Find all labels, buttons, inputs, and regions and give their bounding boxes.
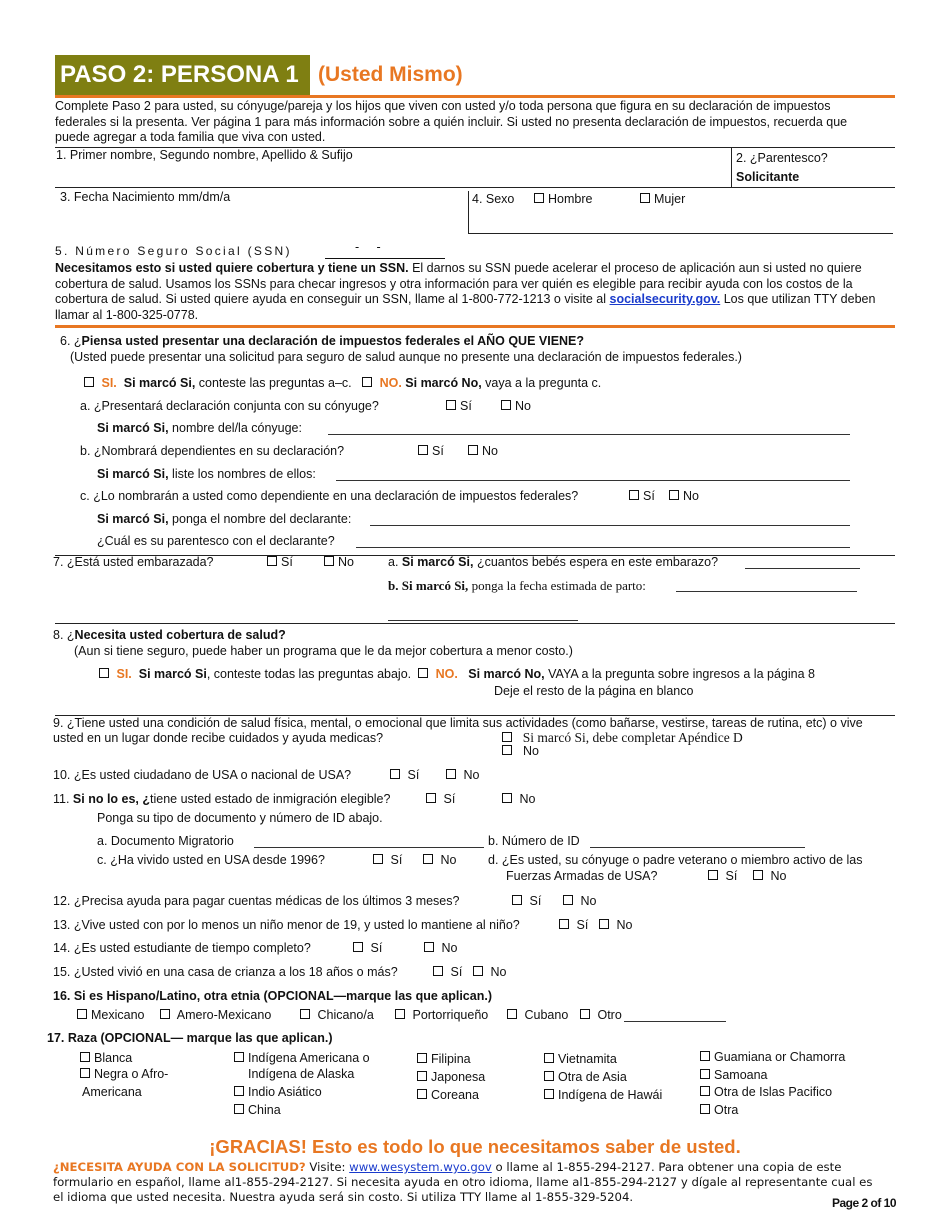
q6b-no-label: No	[482, 444, 498, 458]
q7b-bold: b. Si marcó Si,	[388, 578, 469, 593]
q16-option-label: Portorriqueño	[412, 1008, 489, 1022]
q6b-label: b. ¿Nombrará dependientes en su declaración?	[80, 444, 345, 458]
q15-no-label: No	[490, 965, 507, 979]
checkbox-icon	[502, 732, 512, 742]
checkbox-icon	[234, 1104, 244, 1114]
q6-options	[84, 376, 601, 390]
q14-label: 14. ¿Es usted estudiante de tiempo completo?	[53, 941, 311, 955]
page-subtitle: (Usted Mismo)	[318, 63, 463, 86]
q7b	[388, 578, 646, 594]
q7-no[interactable]	[324, 555, 354, 569]
q9-no[interactable]	[502, 744, 539, 758]
q17-option-label: Americana	[82, 1085, 142, 1099]
q8-no-label: NO.	[435, 667, 458, 681]
checkbox-icon	[544, 1089, 554, 1099]
q17-option-label: China	[248, 1103, 281, 1117]
q6a-label: a. ¿Presentará declaración conjunta con su cónyuge?	[80, 399, 379, 413]
q17-option-negra[interactable]	[80, 1066, 168, 1082]
q6b-yes[interactable]	[418, 444, 444, 458]
checkbox-icon	[160, 1009, 170, 1019]
q17-option-vietnamita[interactable]	[544, 1050, 662, 1068]
q12-yes[interactable]	[512, 894, 541, 908]
checkbox-icon	[501, 400, 511, 410]
q16-option-portorriqueno[interactable]	[395, 1008, 488, 1022]
q6-si-label: SI.	[101, 376, 117, 390]
q4-hombre-label: Hombre	[548, 192, 593, 206]
q16-option-otro[interactable]	[580, 1008, 622, 1022]
q12-label: 12. ¿Precisa ayuda para pagar cuentas médicas de los últimos 3 meses?	[53, 894, 460, 908]
q13-label: 13. ¿Vive usted con por lo menos un niño menor de 19, y usted lo mantiene al niño?	[53, 918, 520, 932]
checkbox-icon	[99, 668, 109, 678]
q8-label: Necesita usted cobertura de salud?	[74, 628, 286, 642]
checkbox-icon	[234, 1086, 244, 1096]
q17-option-guamiana[interactable]	[700, 1049, 845, 1067]
q17-option-samoana[interactable]	[700, 1067, 845, 1085]
q6c-follow2: ¿Cuál es su parentesco con el declarante?	[97, 534, 335, 548]
q17-option-hawai[interactable]	[544, 1086, 662, 1104]
q10-no-label: No	[463, 768, 480, 782]
page-title: PASO 2: PERSONA 1	[55, 55, 310, 95]
q17-option-label: Otra de Islas Pacifico	[714, 1085, 833, 1099]
q6c-label: c. ¿Lo nombrarán a usted como dependiente en una declaración de impuestos federales?	[80, 489, 579, 503]
help-body: o llame al 1-855-294-2127. Para obtener una copia de este formulario en español, llame al1-855-294-2127. Si necesita ayuda en otro idioma, llame al1-855-294-2127 y dígale al representante cual es el idioma que usted necesita. Nuestra ayuda será sin costo. Si utiliza TTY llame al 1-855-329-5204.	[53, 1160, 873, 1204]
q4-mujer-label: Mujer	[654, 192, 686, 206]
q8-si-bold: Si marcó Si	[138, 667, 207, 681]
q13-no-label: No	[616, 918, 633, 932]
checkbox-icon	[629, 490, 639, 500]
checkbox-icon	[267, 556, 277, 566]
q16-options	[77, 1008, 622, 1022]
checkbox-icon	[700, 1069, 710, 1079]
q7a-babies-field[interactable]	[745, 568, 860, 569]
q11-num: 11.	[53, 792, 73, 806]
q17-col5	[700, 1049, 845, 1119]
q8-no-bold: Si marcó No,	[468, 667, 545, 681]
q6a-spouse-field[interactable]	[328, 434, 850, 435]
q17-option-label: Filipina	[431, 1052, 471, 1066]
q11b-label: b. Número de ID	[488, 834, 580, 848]
wesystem-link[interactable]: www.wesystem.wyo.gov	[349, 1160, 492, 1174]
checkbox-icon	[426, 793, 436, 803]
q8-si-text: , conteste todas las preguntas abajo.	[206, 667, 412, 681]
checkbox-icon	[418, 668, 428, 678]
q17-option-label: Negra o Afro-	[94, 1067, 169, 1081]
checkbox-icon	[700, 1086, 710, 1096]
q6-si-option[interactable]	[84, 376, 117, 390]
q8-no-text: VAYA a la pregunta sobre ingresos a la página 8	[544, 667, 815, 681]
checkbox-icon	[80, 1068, 90, 1078]
q5-ssn-field[interactable]	[325, 242, 445, 259]
checkbox-icon	[559, 919, 569, 929]
q16-label: 16. Si es Hispano/Latino, otra etnia (OPCIONAL—marque las que aplican.)	[53, 989, 492, 1003]
q17-option-label: Blanca	[94, 1051, 133, 1065]
q17-option-label-cont	[80, 1084, 168, 1100]
checkbox-icon	[395, 1009, 405, 1019]
checkbox-icon	[433, 966, 443, 976]
q5-text: El darnos su SSN puede acelerar el proceso de aplicación aun si usted no quiere cobertura de salud. Usamos los SSNs para checar ingresos y otra información para ver quién es elegible para recibir ayuda con los costos de la cobertura de salud. Si usted quiere ayuda en conseguir un SSN, llame al 1-800-772-1213 o visite al	[55, 261, 862, 306]
q6b-follow-bold: Si marcó Si,	[97, 467, 169, 481]
q9-no-label: No	[522, 744, 539, 758]
checkbox-icon	[446, 400, 456, 410]
q17-option-label: Indio Asiático	[248, 1085, 322, 1099]
checkbox-icon	[599, 919, 609, 929]
q11d-yes[interactable]	[708, 869, 737, 883]
q7-no-label: No	[338, 555, 354, 569]
q6a-no-label: No	[515, 399, 531, 413]
help-heading: ¿NECESITA AYUDA CON LA SOLICITUD?	[53, 1160, 306, 1174]
q6-si-text: conteste las preguntas a–c.	[195, 376, 352, 390]
checkbox-icon	[77, 1009, 87, 1019]
q6-note: (Usted puede presentar una solicitud para seguro de salud aunque no presente una declaración de impuestos federales.)	[70, 350, 742, 364]
q17-option-blanca[interactable]	[80, 1050, 168, 1066]
intro-text: Complete Paso 2 para usted, su cónyuge/pareja y los hijos que viven con usted y/o toda persona que figura en su declaración de impuestos federales si la presenta. Ver página 1 para más información sobre a quién incluir. Si usted no presenta declaración de impuestos, recuerda que puede agregar a toda familia que viva con usted.	[55, 99, 848, 144]
q8-no-option[interactable]	[418, 667, 458, 681]
q6c-follow-text: ponga el nombre del declarante:	[168, 512, 352, 526]
q11-note: Ponga su tipo de documento y número de ID abajo.	[97, 811, 383, 825]
q6c-follow-bold: Si marcó Si,	[97, 512, 169, 526]
q11d-label: d. ¿Es usted, su cónyuge o padre veterano o miembro activo de las	[488, 853, 863, 867]
q11c-no[interactable]	[423, 853, 456, 867]
help-text	[53, 1160, 873, 1205]
q14-yes-label: Sí	[370, 941, 383, 955]
q17-option-label: Indígena de Hawái	[558, 1088, 663, 1102]
q6c-yes[interactable]	[629, 489, 655, 503]
q7b-due-date-field-cont[interactable]	[388, 620, 578, 621]
q5-ssn-dashes: - -	[355, 240, 381, 254]
q16-option-mexicano[interactable]	[77, 1008, 145, 1022]
checkbox-icon	[580, 1009, 590, 1019]
checkbox-icon	[417, 1053, 427, 1063]
q16-option-label: Cubano	[524, 1008, 569, 1022]
q7a-pre: a.	[388, 555, 402, 569]
q11c-label: c. ¿Ha vivido usted en USA desde 1996?	[97, 853, 325, 867]
q10-yes-label: Sí	[407, 768, 420, 782]
q17-option-label: Indígena de Alaska	[248, 1067, 355, 1081]
q6b-follow-text: liste los nombres de ellos:	[168, 467, 316, 481]
q6b-dependents-field[interactable]	[336, 480, 850, 481]
q2-label: 2. ¿Parentesco?	[736, 151, 828, 165]
checkbox-icon	[640, 193, 650, 203]
q11d-no-label: No	[770, 869, 787, 883]
checkbox-icon	[417, 1071, 427, 1081]
q6-no-bold: Si marcó No,	[405, 376, 482, 390]
checkbox-icon	[80, 1052, 90, 1062]
q11-no[interactable]	[502, 792, 535, 806]
q6-label: Piensa usted presentar una declaración de impuestos federales el AÑO QUE VIENE?	[81, 334, 585, 348]
q17-col1	[80, 1050, 168, 1100]
checkbox-icon	[473, 966, 483, 976]
q17-option-china[interactable]	[234, 1102, 370, 1118]
checkbox-icon	[468, 445, 478, 455]
q8-no-text2: Deje el resto de la página en blanco	[494, 684, 694, 698]
divider	[468, 233, 893, 234]
q8-num: 8. ¿	[53, 628, 75, 642]
q17-option-indigena[interactable]	[234, 1050, 370, 1066]
q11b-id-field[interactable]	[590, 847, 805, 848]
q11-no-label: No	[519, 792, 536, 806]
checkbox-icon	[423, 854, 433, 864]
q1-label: 1. Primer nombre, Segundo nombre, Apellido & Sufijo	[56, 148, 353, 162]
q11a-document-field[interactable]	[254, 847, 484, 848]
q12-no-label: No	[580, 894, 597, 908]
q11-question	[53, 792, 390, 806]
q10-no[interactable]	[446, 768, 479, 782]
q6a-yes[interactable]	[446, 399, 472, 413]
q17-option-label: Japonesa	[431, 1070, 486, 1084]
checkbox-icon	[502, 793, 512, 803]
q17-option-japonesa[interactable]	[417, 1068, 485, 1086]
q17-col3	[417, 1050, 485, 1104]
q16-option-label: Amero-Mexicano	[176, 1008, 272, 1022]
q16-option-label: Mexicano	[91, 1008, 145, 1022]
header-rule	[55, 95, 895, 98]
q13-yes-label: Sí	[576, 918, 589, 932]
q6c-no[interactable]	[669, 489, 699, 503]
q7-label: 7. ¿Está usted embarazada?	[53, 555, 214, 569]
q9-yes-label: Si marcó Si, debe completar Apéndice D	[522, 730, 743, 745]
q13-yes[interactable]	[559, 918, 588, 932]
q14-no[interactable]	[424, 941, 457, 955]
divider	[55, 187, 895, 188]
q17-option-label: Indígena Americana o	[248, 1051, 370, 1065]
q6-num: 6. ¿	[60, 334, 82, 348]
checkbox-icon	[300, 1009, 310, 1019]
q10-label: 10. ¿Es usted ciudadano de USA o nacional de USA?	[53, 768, 352, 782]
q17-option-label: Samoana	[714, 1067, 768, 1082]
checkbox-icon	[324, 556, 334, 566]
checkbox-icon	[446, 769, 456, 779]
q15-yes-label: Sí	[450, 965, 463, 979]
q17-option-coreana[interactable]	[417, 1086, 485, 1104]
checkbox-icon	[353, 942, 363, 952]
section-rule	[55, 325, 895, 328]
divider	[731, 147, 732, 187]
q17-col2	[234, 1050, 370, 1118]
q6-question	[60, 334, 584, 348]
checkbox-icon	[362, 377, 372, 387]
q11c-yes-label: Sí	[390, 853, 403, 867]
q7-yes[interactable]	[267, 555, 293, 569]
checkbox-icon	[534, 193, 544, 203]
q16-option-cubano[interactable]	[507, 1008, 568, 1022]
q17-option-label: Guamiana or Chamorra	[714, 1050, 846, 1064]
q6a-follow	[97, 421, 302, 435]
checkbox-icon	[84, 377, 94, 387]
q6a-follow-bold: Si marcó Si,	[97, 421, 169, 435]
q12-yes-label: Sí	[529, 894, 542, 908]
q5-tail: Los que utilizan TTY deben llamar al 1-800-325-0778.	[55, 292, 876, 322]
q7b-text: ponga la fecha estimada de parto:	[468, 578, 646, 593]
checkbox-icon	[512, 895, 522, 905]
q7a-bold: Si marcó Si,	[401, 555, 474, 569]
thanks-heading: ¡GRACIAS! Esto es todo lo que necesitamos saber de usted.	[209, 1136, 741, 1157]
q6-no-label: NO.	[379, 376, 402, 390]
q11-label: tiene usted estado de inmigración elegible?	[150, 792, 391, 806]
q3-birthdate-field[interactable]	[60, 207, 460, 229]
q17-option-indio[interactable]	[234, 1084, 370, 1100]
q6-no-option[interactable]	[362, 376, 402, 390]
q8-si-option[interactable]	[99, 667, 132, 681]
checkbox-icon	[502, 745, 512, 755]
q17-option-label: Coreana	[431, 1088, 479, 1102]
q11-bold: Si no lo es, ¿	[72, 792, 151, 806]
q7a-text: ¿cuantos bebés espera en este embarazo?	[473, 555, 719, 569]
checkbox-icon	[563, 895, 573, 905]
q6a-yes-label: Sí	[460, 399, 472, 413]
checkbox-icon	[753, 870, 763, 880]
q3-label: 3. Fecha Nacimiento mm/dm/a	[60, 190, 231, 204]
checkbox-icon	[669, 490, 679, 500]
q11d-no[interactable]	[753, 869, 786, 883]
q2-value: Solicitante	[736, 170, 800, 184]
q7a	[388, 555, 718, 569]
q13-no[interactable]	[599, 918, 632, 932]
q15-label: 15. ¿Usted vivió en una casa de crianza a los 18 años o más?	[53, 965, 398, 979]
q8-si-label: SI.	[116, 667, 132, 681]
q5-label: 5. Número Seguro Social (SSN)	[55, 244, 292, 258]
q14-no-label: No	[441, 941, 458, 955]
q6b-yes-label: Sí	[432, 444, 444, 458]
q11-yes[interactable]	[426, 792, 455, 806]
q5-bold: Necesitamos esto si usted quiere cobertura y tiene un SSN.	[55, 261, 409, 275]
q7b-due-date-field[interactable]	[676, 591, 857, 592]
q15-no[interactable]	[473, 965, 506, 979]
q17-option-label: Vietnamita	[558, 1052, 617, 1066]
q4-option-mujer[interactable]	[640, 192, 685, 206]
checkbox-icon	[507, 1009, 517, 1019]
q6a-follow-text: nombre del/la cónyuge:	[168, 421, 302, 435]
q6c-follow	[97, 512, 351, 526]
checkbox-icon	[418, 445, 428, 455]
checkbox-icon	[708, 870, 718, 880]
q11d-label2: Fuerzas Armadas de USA?	[506, 869, 658, 883]
q17-label: 17. Raza (OPCIONAL— marque las que aplican.)	[47, 1031, 333, 1045]
q11c-no-label: No	[440, 853, 457, 867]
q6c-filer-field[interactable]	[370, 525, 850, 526]
q16-option-amero-mexicano[interactable]	[160, 1008, 271, 1022]
q1-name-field[interactable]	[56, 165, 726, 185]
q8-note: (Aun si tiene seguro, puede haber un programa que le da mejor cobertura a menor costo.)	[74, 644, 573, 658]
q4-option-hombre[interactable]	[534, 192, 592, 206]
q11-yes-label: Sí	[443, 792, 456, 806]
checkbox-icon	[700, 1104, 710, 1114]
checkbox-icon	[700, 1051, 710, 1061]
checkbox-icon	[390, 769, 400, 779]
q17-option-label-cont	[234, 1066, 370, 1082]
page-number: Page 2 of 10	[832, 1196, 897, 1210]
help-pre: Visite:	[305, 1160, 350, 1174]
q6b-follow	[97, 467, 316, 481]
q11d-yes-label: Sí	[725, 869, 738, 883]
q10-yes[interactable]	[390, 768, 419, 782]
checkbox-icon	[424, 942, 434, 952]
q8-question	[53, 628, 286, 642]
q17-option-otra-pacifico[interactable]	[700, 1084, 845, 1102]
q6c-relationship-field[interactable]	[356, 547, 850, 548]
q12-no[interactable]	[563, 894, 596, 908]
q17-option-label: Otra	[714, 1102, 739, 1117]
q6b-no[interactable]	[468, 444, 498, 458]
divider	[55, 623, 895, 624]
q6c-yes-label: Sí	[643, 489, 655, 503]
q17-option-otra-asia[interactable]	[544, 1068, 662, 1086]
q11c-yes[interactable]	[373, 853, 402, 867]
q6a-no[interactable]	[501, 399, 531, 413]
q6-si-bold: Si marcó Si,	[123, 376, 196, 390]
checkbox-icon	[373, 854, 383, 864]
q11a-label: a. Documento Migratorio	[97, 834, 234, 848]
q14-yes[interactable]	[353, 941, 382, 955]
q16-option-label: Chicano/a	[317, 1008, 374, 1022]
checkbox-icon	[234, 1052, 244, 1062]
checkbox-icon	[544, 1071, 554, 1081]
q6-no-text: vaya a la pregunta c.	[481, 376, 602, 390]
q6c-no-label: No	[683, 489, 699, 503]
q16-option-label: Otro	[597, 1008, 622, 1022]
q9-text: 9. ¿Tiene usted una condición de salud física, mental, o emocional que limita sus actividades (como bañarse, vestirse, tareas de rutina, etc) o vive usted en un lugar donde recibe cuidados y ayuda medicas?	[53, 716, 863, 745]
q16-option-chicano[interactable]	[300, 1008, 374, 1022]
checkbox-icon	[417, 1089, 427, 1099]
q8-options	[99, 667, 815, 681]
q17-option-otra[interactable]	[700, 1102, 845, 1120]
q17-col4	[544, 1050, 662, 1104]
divider	[468, 191, 469, 233]
socialsecurity-link[interactable]: socialsecurity.gov.	[609, 292, 721, 306]
q7-yes-label: Sí	[281, 555, 293, 569]
q4-label: 4. Sexo	[472, 192, 515, 206]
q17-option-filipina[interactable]	[417, 1050, 485, 1068]
q15-yes[interactable]	[433, 965, 462, 979]
checkbox-icon	[544, 1053, 554, 1063]
q16-otro-field[interactable]	[624, 1021, 726, 1022]
q17-option-label: Otra de Asia	[558, 1070, 627, 1084]
q5-explanation	[55, 261, 885, 323]
